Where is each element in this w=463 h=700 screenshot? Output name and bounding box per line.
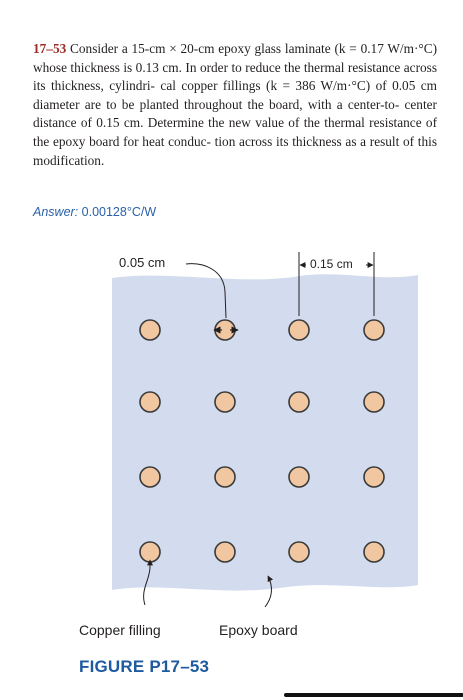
copper-filling xyxy=(140,392,160,412)
copper-filling xyxy=(215,467,235,487)
problem-line: are to be planted throughout the board, with a center-to- xyxy=(84,96,400,112)
copper-filling xyxy=(140,467,160,487)
copper-filling xyxy=(215,392,235,412)
copper-filling xyxy=(289,467,309,487)
copper-filling xyxy=(364,467,384,487)
copper-filling xyxy=(140,320,160,340)
copper-filling xyxy=(289,320,309,340)
spacing-label: 0.15 cm xyxy=(310,257,353,271)
copper-filling xyxy=(140,542,160,562)
diameter-label: 0.05 cm xyxy=(119,255,166,270)
problem-number: 17–53 xyxy=(33,41,67,56)
problem-line: cal copper fillings (k = 386 W/m·°C) of 0.05 cm diameter xyxy=(33,78,438,112)
answer-value: 0.00128°C/W xyxy=(81,205,157,219)
copper-filling xyxy=(364,542,384,562)
copper-filling-label: Copper filling xyxy=(79,622,161,638)
figure-caption: FIGURE P17–53 xyxy=(79,657,210,676)
copper-filling xyxy=(289,392,309,412)
copper-filling xyxy=(215,542,235,562)
problem-line: tion across its thickness as a result of this modification. xyxy=(33,133,437,168)
copper-filling xyxy=(364,392,384,412)
answer-label: Answer: xyxy=(33,205,79,219)
epoxy-board-label: Epoxy board xyxy=(219,622,298,638)
problem-line: (k = 0.17 W/m·°C) whose thickness is 0.13 cm. In order to xyxy=(33,41,438,75)
copper-filling xyxy=(289,542,309,562)
copper-filling xyxy=(364,320,384,340)
problem-line: Consider a 15-cm × 20-cm epoxy glass laminate xyxy=(70,41,331,56)
home-indicator xyxy=(284,693,463,697)
problem-line: center distance of 0.15 cm. Determine the new value of xyxy=(33,96,437,131)
problem-line: the thermal resistance of the epoxy board for heat conduc- xyxy=(33,115,437,149)
problem-line: reduce the thermal resistance across its thickness, cylindri- xyxy=(33,59,438,94)
